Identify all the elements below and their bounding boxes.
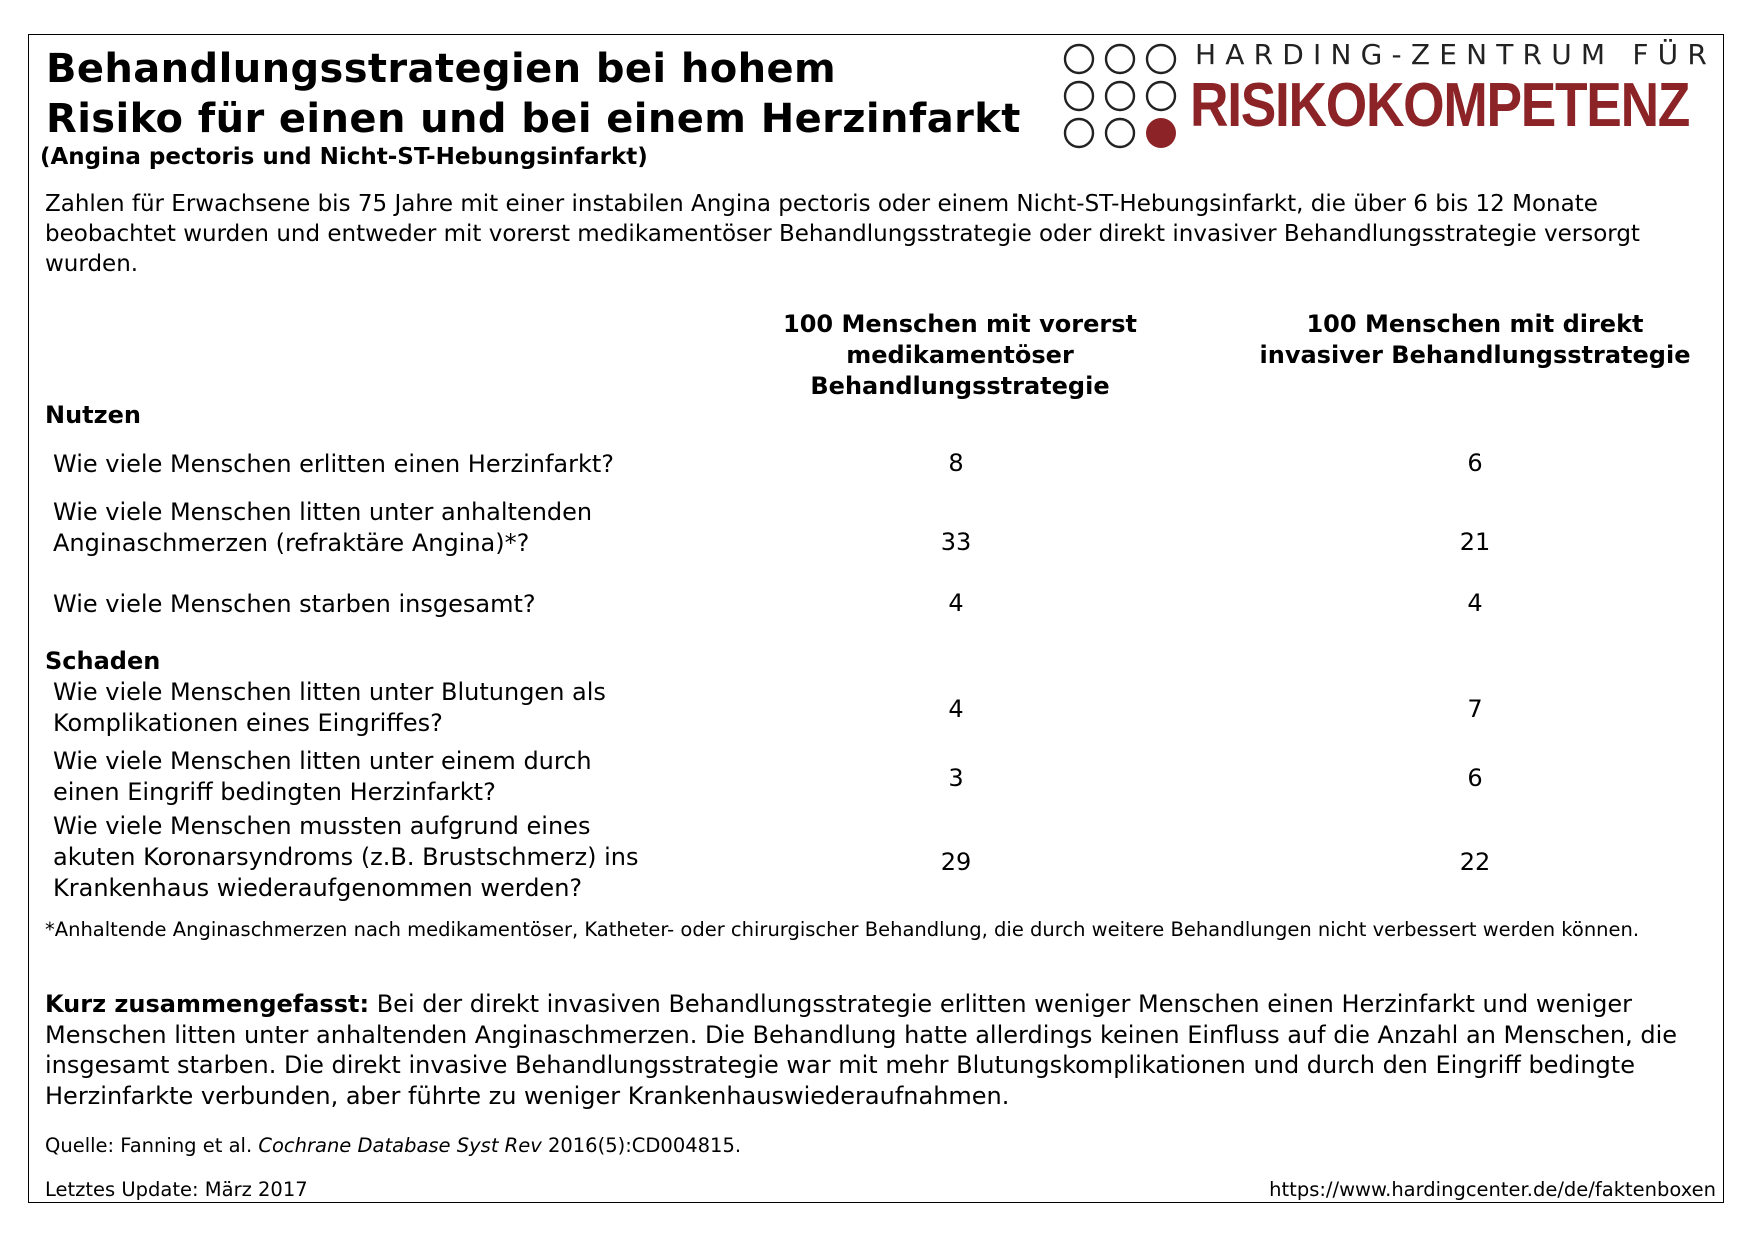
table-row-value-medication: 8 bbox=[948, 449, 964, 477]
factbox-url: https://www.hardingcenter.de/de/faktenboxen bbox=[1269, 1178, 1716, 1201]
logo-top-text: HARDING-ZENTRUM FÜR bbox=[1195, 38, 1717, 71]
intro-text: Zahlen für Erwachsene bis 75 Jahre mit einer instabilen Angina pectoris oder einem Nicht-ST-Hebungsinfarkt, die über 6 bis 12 Monate beobachtet wurden und entweder mit vorerst medikamentöser Behandlungsstrategie oder direkt invasiver Behandlungsstrategie versorgt wurden. bbox=[45, 191, 1640, 277]
logo-dots-icon bbox=[1062, 42, 1186, 150]
table-row-value-invasive: 22 bbox=[1459, 848, 1491, 876]
table-row-question: Wie viele Menschen litten unter anhaltenden Anginaschmerzen (refraktäre Angina)*? bbox=[53, 498, 593, 557]
source-citation: Quelle: Fanning et al. Cochrane Database Syst Rev 2016(5):CD004815. bbox=[45, 1134, 742, 1157]
table-row-value-invasive: 6 bbox=[1467, 449, 1483, 477]
last-update: Letztes Update: März 2017 bbox=[45, 1178, 308, 1201]
section-heading-nutzen: Nutzen bbox=[45, 401, 141, 429]
table-row-value-invasive: 7 bbox=[1467, 695, 1483, 723]
page-subtitle: (Angina pectoris und Nicht-ST-Hebungsinfarkt) bbox=[40, 144, 648, 170]
summary-text: Bei der direkt invasiven Behandlungsstrategie erlitten weniger Menschen einen Herzinfarkt und weniger Menschen litten unter anhaltenden Anginaschmerzen. Die Behandlung hatte allerdings keinen Einfluss auf die Anzahl an Menschen, die insgesamt starben. Die direkt invasive Behandlungsstrategie war mit mehr Blutungskomplikationen und durch den Eingriff bedingte Herzinfarkte verbunden, aber führte zu weniger Krankenhauswiederaufnahmen. bbox=[45, 990, 1678, 1110]
table-row-value-medication: 4 bbox=[948, 589, 964, 617]
table-row-question: Wie viele Menschen erlitten einen Herzinfarkt? bbox=[53, 450, 615, 478]
table-row-value-invasive: 4 bbox=[1467, 589, 1483, 617]
section-heading-schaden: Schaden bbox=[45, 647, 161, 675]
table-row-value-medication: 29 bbox=[940, 848, 972, 876]
table-row-value-medication: 3 bbox=[948, 764, 964, 792]
logo-main-text: RISIKOKOMPETENZ bbox=[1190, 71, 1690, 140]
footnote: *Anhaltende Anginaschmerzen nach medikamentöser, Katheter- oder chirurgischer Behandlung, die durch weitere Behandlungen nicht verbessert werden können. bbox=[45, 918, 1640, 941]
column-header-invasive: 100 Menschen mit direkt invasiver Behandlungsstrategie bbox=[1259, 310, 1691, 369]
table-row-value-invasive: 6 bbox=[1467, 764, 1483, 792]
column-header-medication: 100 Menschen mit vorerst medikamentöser Behandlungsstrategie bbox=[783, 310, 1137, 400]
table-row-value-invasive: 21 bbox=[1459, 528, 1491, 556]
table-row-value-medication: 4 bbox=[948, 695, 964, 723]
table-row-question: Wie viele Menschen litten unter Blutungen als Komplikationen eines Eingriffes? bbox=[53, 678, 606, 737]
summary-label: Kurz zusammengefasst: bbox=[45, 990, 370, 1018]
table-row-value-medication: 33 bbox=[940, 528, 972, 556]
table-row-question: Wie viele Menschen litten unter einem durch einen Eingriff bedingten Herzinfarkt? bbox=[53, 747, 592, 806]
table-row-question: Wie viele Menschen starben insgesamt? bbox=[53, 590, 536, 618]
summary bbox=[45, 989, 1715, 1111]
page-title: Behandlungsstrategien bei hohem Risiko für einen und bei einem Herzinfarkt bbox=[46, 46, 1021, 142]
table-row-question: Wie viele Menschen mussten aufgrund eines akuten Koronarsyndroms (z.B. Brustschmerz) ins Krankenhaus wiederaufgenommen werden? bbox=[53, 812, 639, 902]
